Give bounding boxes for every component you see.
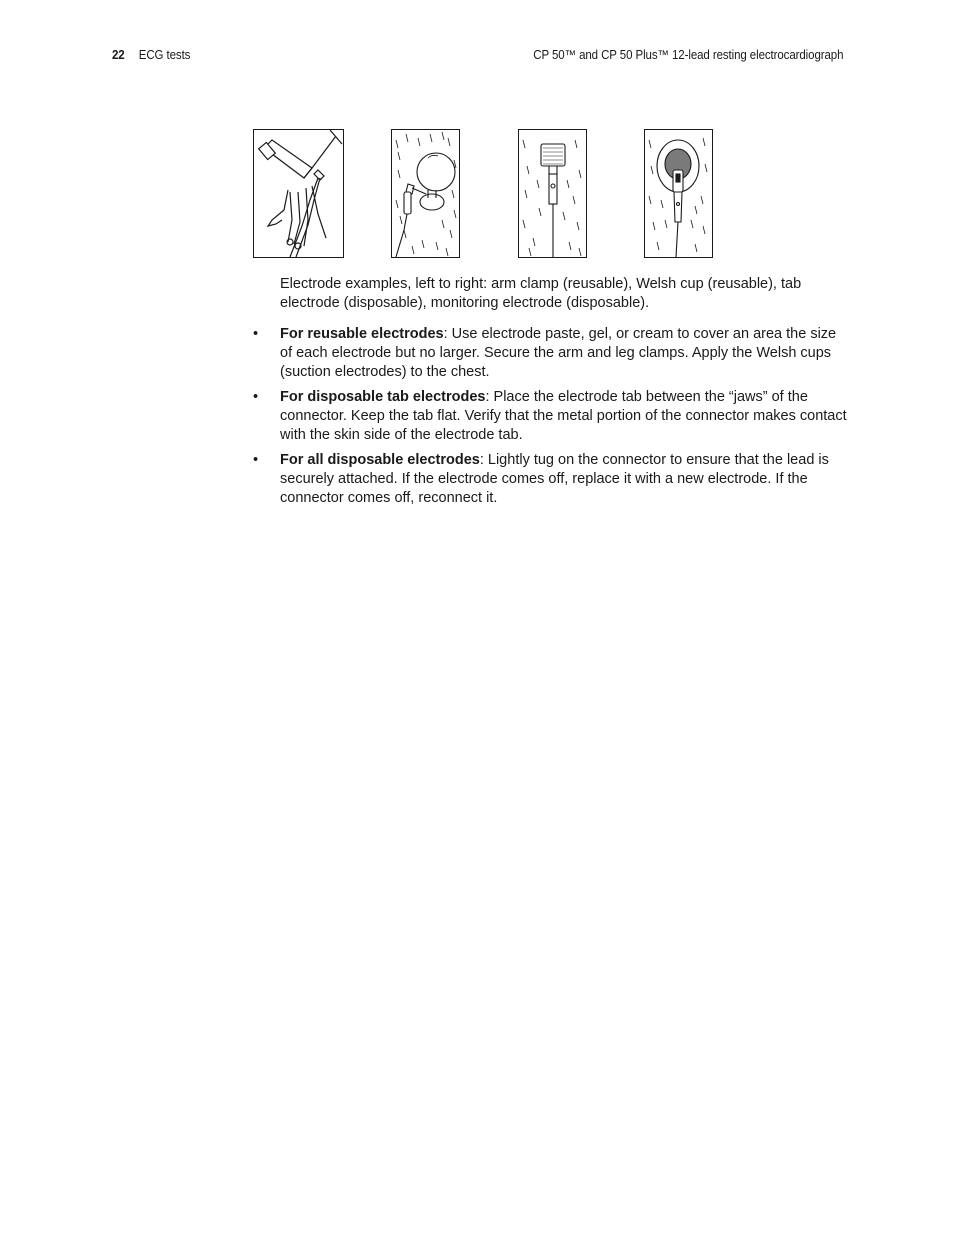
bullet-term: For reusable electrodes [280, 326, 444, 342]
bullet-term: For disposable tab electrodes [280, 389, 486, 405]
list-item [253, 451, 850, 508]
arm-clamp-electrode-illustration [253, 129, 344, 258]
electrode-figures [253, 129, 715, 259]
bullet-icon: • [253, 326, 259, 342]
bullet-text: : Lightly tug on the connector to ensure that the lead is securely attached. If the electrode comes off, replace it with a new electrode. If the connector comes off, reconnect it. [280, 452, 829, 506]
bullet-icon: • [253, 452, 259, 468]
instructions-list [253, 325, 853, 514]
bullet-icon: • [253, 389, 259, 405]
document-title: CP 50™ and CP 50 Plus™ 12-lead resting electrocardiograph [533, 48, 844, 62]
list-item [253, 325, 850, 382]
monitoring-electrode-illustration [644, 129, 713, 258]
bullet-text: : Place the electrode tab between the “jaws” of the connector. Keep the tab flat. Verify that the metal portion of the connector makes contact with the skin side of the electrode tab. [280, 389, 847, 443]
figure-caption: Electrode examples, left to right: arm clamp (reusable), Welsh cup (reusable), tab electrode (disposable), monitoring electrode (disposable). [280, 276, 802, 311]
bullet-text: : Use electrode paste, gel, or cream to cover an area the size of each electrode but no larger. Secure the arm and leg clamps. Apply the Welsh cups (suction electrodes) to the chest. [280, 326, 837, 380]
list-item [253, 388, 850, 445]
tab-electrode-illustration [518, 129, 587, 258]
welsh-cup-electrode-illustration [391, 129, 460, 258]
bullet-term: For all disposable electrodes [280, 452, 480, 468]
section-title: ECG tests [138, 48, 191, 62]
page-number: 22 [112, 48, 125, 62]
page-header [112, 48, 843, 68]
